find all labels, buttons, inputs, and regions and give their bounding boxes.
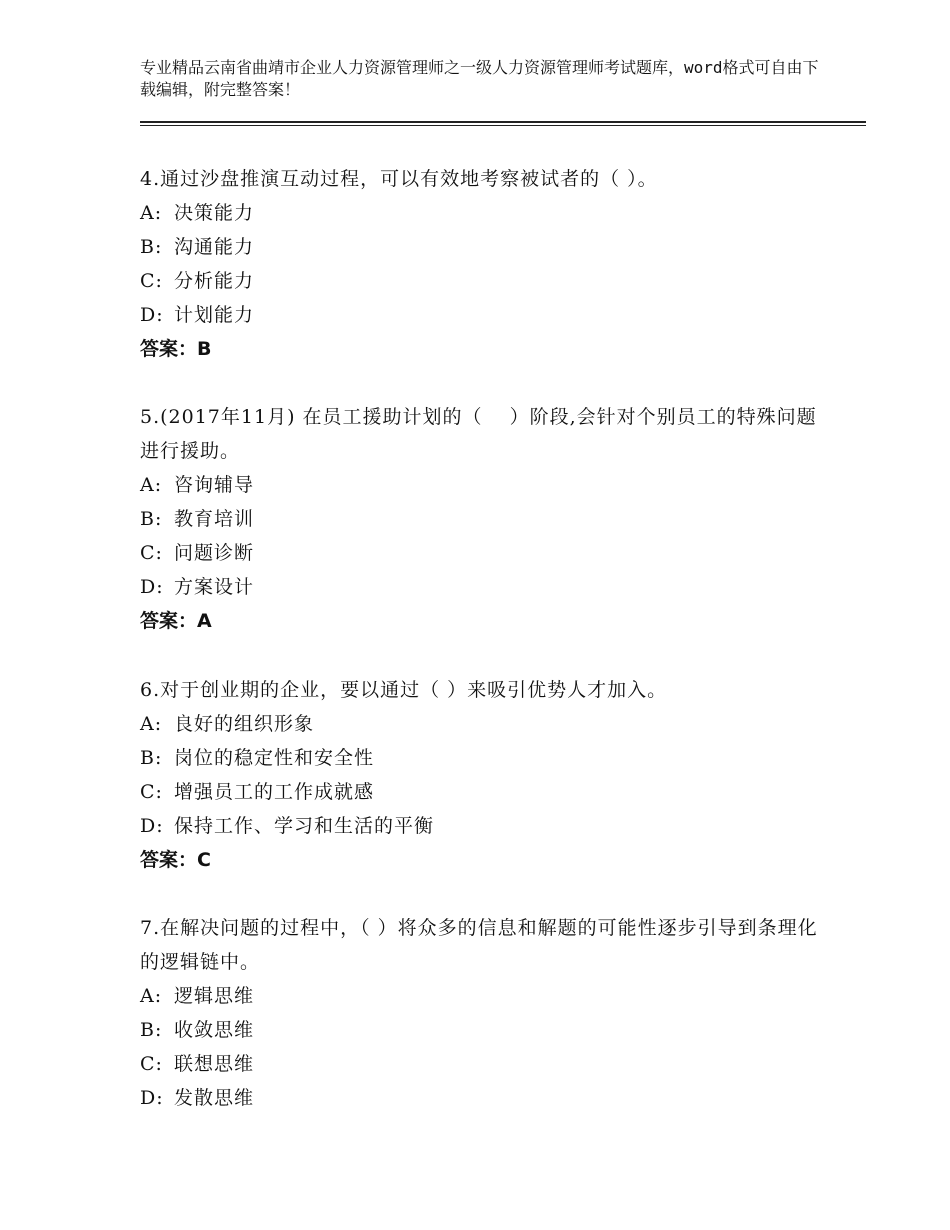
option-text: 保持工作、学习和生活的平衡 [174,815,435,837]
document-header-title: 专业精品云南省曲靖市企业人力资源管理师之一级人力资源管理师考试题库，word格式可自由下载编辑，附完整答案！ [140,58,819,99]
option-text: 决策能力 [174,202,255,224]
option-c [140,1047,820,1081]
question-block [140,911,820,1115]
question-stem: 4.通过沙盘推演互动过程，可以有效地考察被试者的（ ）。 [140,168,658,190]
option-letter: C: [140,270,163,292]
option-letter: A: [140,474,163,496]
option-text: 教育培训 [174,508,255,530]
option-letter: B: [140,236,163,258]
option-b [140,741,820,775]
option-text: 收敛思维 [174,1019,255,1041]
option-letter: C: [140,542,163,564]
option-c [140,536,820,570]
option-a [140,707,820,741]
question-stem: 5.(2017年11月) 在员工援助计划的（ ）阶段,会针对个别员工的特殊问题进行援助。 [140,406,817,462]
answer-line: 答案：B [140,338,212,360]
option-text: 计划能力 [174,304,255,326]
option-d [140,1081,820,1115]
option-a [140,468,820,502]
question-stem: 6.对于创业期的企业，要以通过（ ）来吸引优势人才加入。 [140,679,668,701]
option-a [140,196,820,230]
option-letter: D: [140,1087,164,1109]
option-letter: C: [140,781,163,803]
option-text: 分析能力 [174,270,255,292]
option-text: 逻辑思维 [174,985,255,1007]
option-text: 咨询辅导 [174,474,255,496]
option-text: 沟通能力 [174,236,255,258]
option-b [140,1013,820,1047]
option-letter: D: [140,815,164,837]
option-d [140,570,820,604]
option-letter: D: [140,304,164,326]
option-letter: D: [140,576,164,598]
question-block [140,162,820,366]
option-letter: B: [140,747,163,769]
option-letter: C: [140,1053,163,1075]
answer-line: 答案：C [140,849,211,871]
option-b [140,502,820,536]
header-divider-thin [140,125,866,126]
option-text: 方案设计 [174,576,255,598]
option-letter: A: [140,202,163,224]
option-a [140,979,820,1013]
option-text: 发散思维 [174,1087,255,1109]
option-letter: B: [140,1019,163,1041]
option-text: 岗位的稳定性和安全性 [174,747,375,769]
option-d [140,809,820,843]
option-letter: B: [140,508,163,530]
option-c [140,775,820,809]
answer-line: 答案：A [140,610,212,632]
question-block [140,673,820,877]
question-stem: 7.在解决问题的过程中，（ ）将众多的信息和解题的可能性逐步引导到条理化的逻辑链中。 [140,917,818,973]
option-letter: A: [140,985,163,1007]
option-letter: A: [140,713,163,735]
option-text: 联想思维 [174,1053,255,1075]
option-c [140,264,820,298]
option-text: 良好的组织形象 [174,713,315,735]
option-b [140,230,820,264]
option-text: 增强员工的工作成就感 [174,781,375,803]
option-d [140,298,820,332]
question-block [140,400,820,638]
header-divider-thick [140,121,866,123]
option-text: 问题诊断 [174,542,255,564]
